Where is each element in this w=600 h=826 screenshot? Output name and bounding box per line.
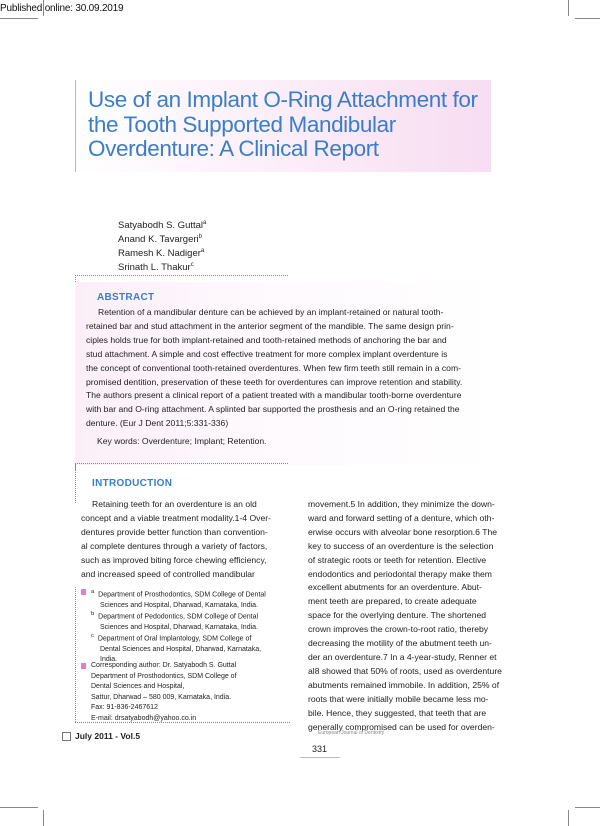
divider (75, 463, 288, 464)
divider (75, 463, 76, 503)
crop-mark (568, 810, 569, 826)
divider (75, 587, 76, 722)
correspondence: Corresponding author: Dr. Satyabodh S. Guttal Department of Prosthodontics, SDM College of Dental Sciences and Hospital, Sattur, Dharwad – 580 009, Karnataka, India. Fax: 91-836-2467612 E-mail: drsatyabodh@yahoo.co.in (91, 662, 237, 722)
affiliation-2: $^b$ Department of Pedodontics, SDM College of Dental Sciences and Hospital, Dharwad, Karnataka, India. (91, 611, 259, 631)
introduction-heading: INTRODUCTION (92, 478, 173, 489)
footer-journal: European Journal of Dentistry (318, 730, 385, 736)
divider (75, 275, 288, 276)
author-1: Satyabodh S. Guttal$^a$ (118, 220, 207, 232)
crop-mark (575, 807, 600, 808)
article-title: Use of an Implant O-Ring Attachment for the Tooth Supported Mandibular Overdenture: A Clinical Report (88, 87, 478, 161)
published-date: Published online: 30.09.2019 (0, 3, 124, 14)
crop-mark (43, 810, 44, 826)
divider (75, 722, 290, 723)
crop-mark (0, 807, 38, 808)
footer-issue: July 2011 - Vol.5 (75, 731, 141, 741)
correspondence-marker (81, 663, 86, 669)
divider (300, 757, 340, 758)
crop-mark (0, 18, 38, 19)
affiliation-3: $^c$ Department of Oral Implantology, SDM College of Dental Sciences and Hospital, Dharwad, Karnataka, India. (91, 633, 262, 664)
intro-left-column: Retaining teeth for an overdenture is an old concept and a viable treatment modality.1-4 Over- dentures provide better function than convention- al complete dentures through a variety of factors, such as improved biting force chewing efficiency, and increased speed of controlled mandibular (81, 499, 271, 579)
author-3: Ramesh K. Nadiger$^a$ (118, 248, 205, 260)
author-2: Anand K. Tavargeri$^b$ (118, 234, 202, 246)
author-4: Srinath L. Thakur$^c$ (118, 262, 194, 274)
crop-mark (568, 0, 569, 16)
page-number: 331 (312, 744, 328, 754)
intro-right-column: movement.5 In addition, they minimize the down- ward and forward setting of a denture, which oth- erwise occurs with alveolar bone resorption.6 The key to success of an overdenture is the selection of strategic roots or teeth for retention. Elective endodontics and periodontal therapy make them excellent abutments for an overdenture. Abut- ment teeth are prepared, to create adequate space for the overlying denture. The shortened crown improves the crown-to-root ratio, thereby decreasing the motility of the abutment teeth un- der an overdenture.7 In a 4-year-study, Renner et al8 showed that 50% of roots, used as overdenture abutments remained immobile. In addition, 25% of roots that were initially mobile became less mo- bile. Hence, they suggested, that teeth that are generally compromised can be used for overden- (308, 499, 502, 732)
footer-box-icon (62, 732, 71, 741)
affiliation-1: $^a$ Department of Prosthodontics, SDM College of Dental Sciences and Hospital, Dharwad, Karnataka, India. (91, 589, 266, 609)
abstract-heading: ABSTRACT (97, 292, 155, 303)
affiliation-marker (81, 589, 86, 595)
crop-mark (575, 18, 600, 19)
keywords: Key words: Overdenture; Implant; Retention. (97, 436, 267, 446)
abstract-text: Retention of a mandibular denture can be achieved by an implant-retained or natural tooth- retained bar and stud attachment in the anterior segment of the mandible. The same design prin- ciples holds true for both implant-retained and tooth-retained methods of anchoring the bar and stud attachment. A simple and cost effective treatment for more complex implant overdenture is the concept of conventional tooth-retained overdentures. When few firm teeth still remain in a com- promised dentition, preservation of these teeth for overdentures can improve retention and stability. The authors present a clinical report of a patient treated with a mandibular tooth-borne overdenture with bar and O-ring attachment. A splinted bar supported the prosthesis and an O-ring retained the denture. (Eur J Dent 2011;5:331-336) (86, 307, 463, 429)
